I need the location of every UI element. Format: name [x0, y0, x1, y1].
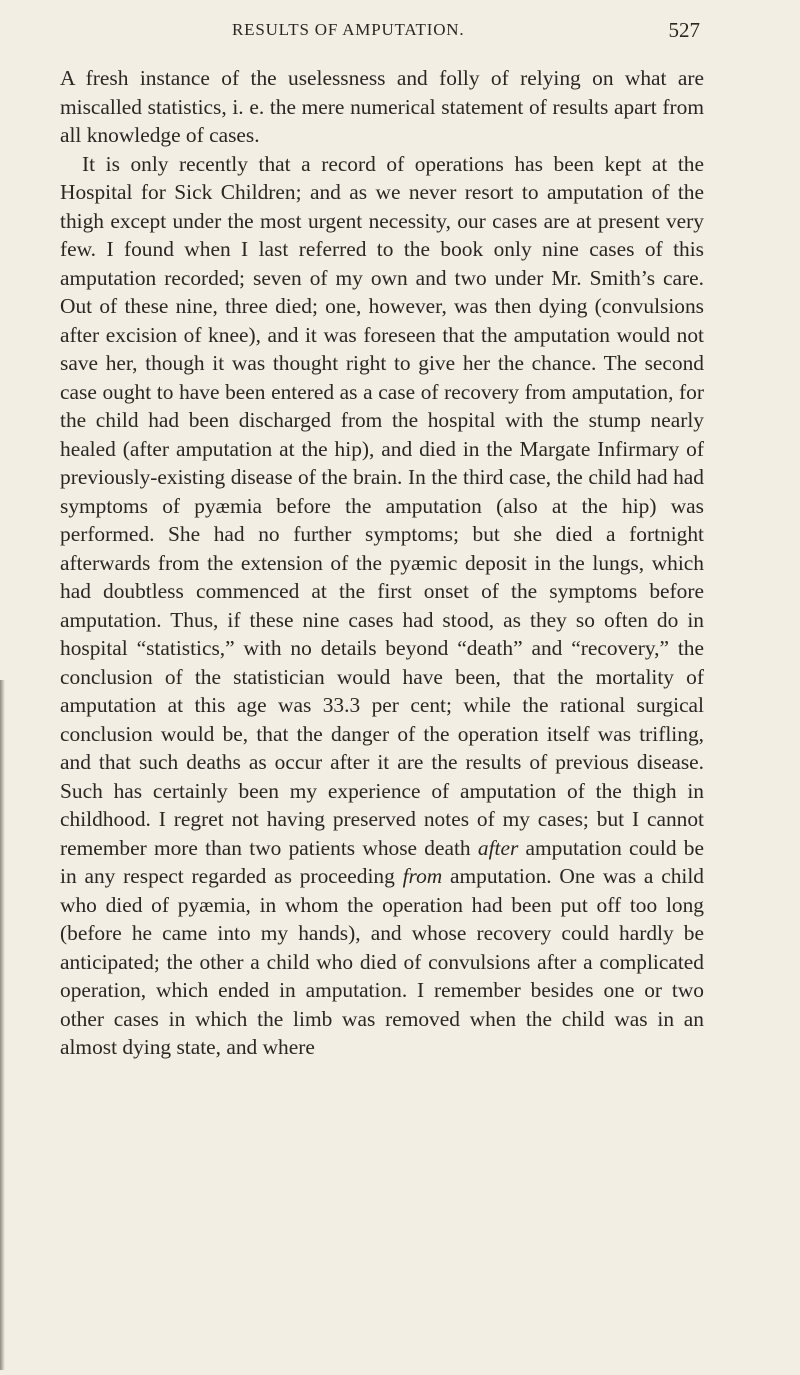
binding-shadow [0, 680, 5, 1370]
page-number: 527 [668, 18, 700, 42]
paragraph-hospital-cases [60, 150, 704, 1062]
running-title: RESULTS OF AMPUTATION. [232, 20, 465, 39]
paragraph-text-part: amputation could be in any respect regarded as proceeding [60, 835, 704, 888]
italic-after: after [477, 835, 519, 860]
paragraph-text-part: It is only recently that a record of operations has been kept at the Hospital for Sick Children; and as we never resort to amputation of the thigh except under the most urgent necessity, our cases are at present very few. I found when I last referred to the book only nine cases of this amputation recorded; seven of my own and two under Mr. Smith’s care. Out of these nine, three died; one, however, was then dying (convulsions after excision of knee), and it was foreseen that the amputation would not save her, though it was thought right to give her the chance. The second case ought to have been entered as a case of recovery from amputation, for the child had been discharged from the hospital with the stump nearly healed (after amputation at the hip), and died in the Margate Infirmary of previously-existing disease of the brain. In the third case, the child had had symptoms of pyæmia before the amputation (also at the hip) was performed. She had no further symptoms; but she died a fortnight afterwards from the extension of the pyæmic deposit in the lungs, which had doubtless commenced at the first onset of the symptoms before amputation. Thus, if these nine cases had stood, as they so often do in hospital “statistics,” with no details beyond “death” and “recovery,” the conclusion of the statistician would have been, that the mortality of amputation at this age was 33.3 per cent; while the rational surgical conclusion would be, that the danger of the operation itself was trifling, and that such deaths as occur after it are the results of previous disease. Such has certainly been my experience of amputation of the thigh in childhood. I regret not having preserved notes of my cases; but I cannot remember more than two patients whose death [60, 151, 704, 860]
body-text [60, 64, 704, 1062]
paragraph-text-part: amputation. One was a child who died of pyæmia, in whom the operation had been put off too long (before he came into my hands), and whose recovery could hardly be anticipated; the other a child who died of convulsions after a complicated operation, which ended in amputation. I remember besides one or two other cases in which the limb was removed when the child was in an almost dying state, and where [60, 864, 704, 1059]
italic-from: from [402, 864, 443, 888]
running-head [92, 18, 700, 48]
paragraph-statistics-intro: A fresh instance of the uselessness and folly of relying on what are miscalled statistics, i. e. the mere numerical statement of results apart from all knowledge of cases. [60, 66, 704, 147]
